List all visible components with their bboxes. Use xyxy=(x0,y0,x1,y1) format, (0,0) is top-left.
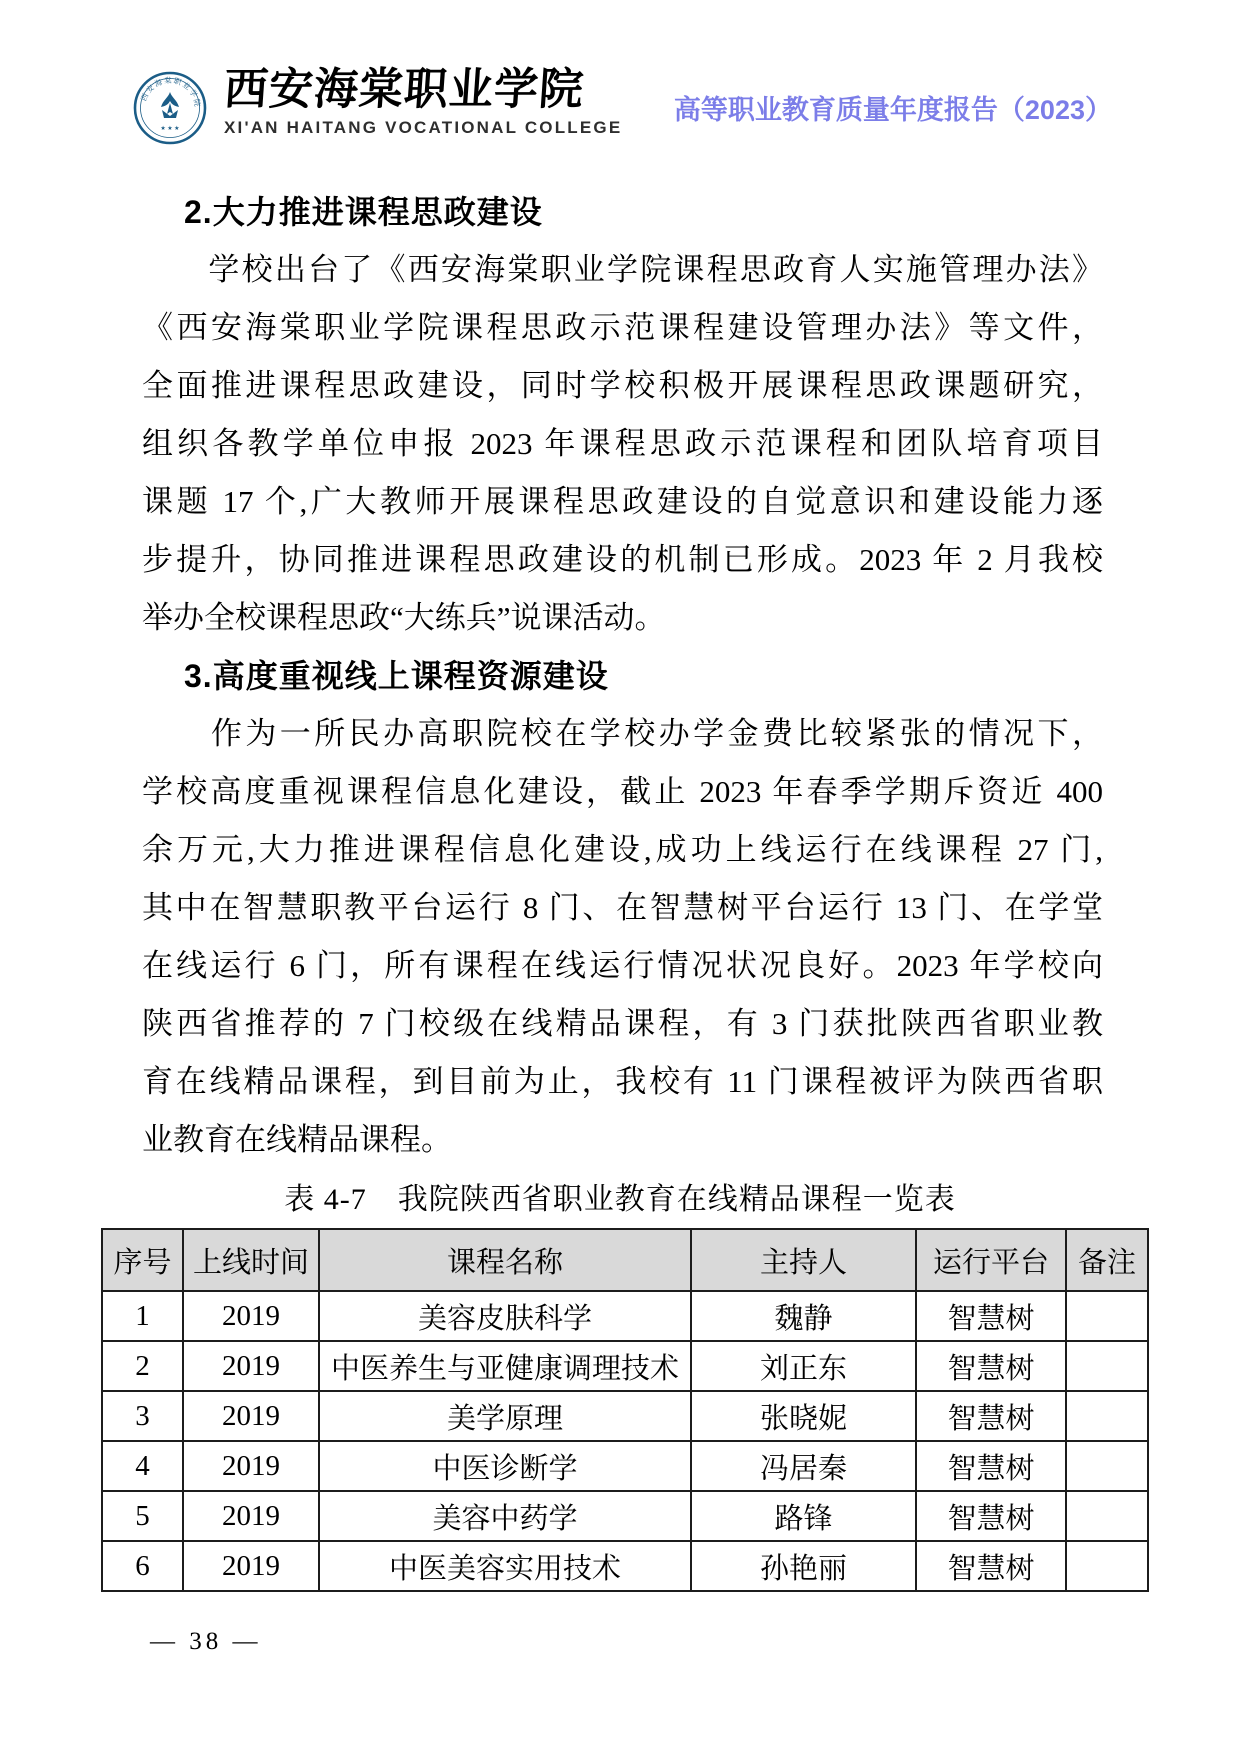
table-cell: 中医诊断学 xyxy=(319,1441,691,1491)
college-name-zh: 西安海棠职业学院 xyxy=(222,64,586,115)
college-name-en: XI'AN HAITANG VOCATIONAL COLLEGE xyxy=(224,118,623,137)
paragraph-line: 业教育在线精品课程。 xyxy=(142,1122,452,1157)
paragraph-line: 步提升，协同推进课程思政建设的机制已形成。2023 年 2 月我校 xyxy=(142,542,1103,577)
body-text xyxy=(142,183,1103,1169)
table-header-cell: 序号 xyxy=(102,1229,183,1291)
college-name-block xyxy=(222,64,623,138)
table-cell: 2019 xyxy=(183,1341,319,1391)
table-cell: 2019 xyxy=(183,1291,319,1341)
paragraph-line: 《西安海棠职业学院课程思政示范课程建设管理办法》等文件， xyxy=(142,310,1103,345)
paragraph-line: 陕西省推荐的 7 门校级在线精品课程，有 3 门获批陕西省职业教 xyxy=(142,1006,1103,1041)
table-header-cell: 备注 xyxy=(1066,1229,1148,1291)
table-cell: 1 xyxy=(102,1291,183,1341)
table-caption: 表 4-7 我院陕西省职业教育在线精品课程一览表 xyxy=(284,1183,956,1216)
report-title: 高等职业教育质量年度报告（2023） xyxy=(673,95,1112,125)
paragraph-line: 育在线精品课程，到目前为止，我校有 11 门课程被评为陕西省职 xyxy=(142,1064,1103,1099)
table-cell: 智慧树 xyxy=(916,1491,1066,1541)
paragraph-line: 全面推进课程思政建设，同时学校积极开展课程思政课题研究， xyxy=(142,368,1103,403)
table-cell: 3 xyxy=(102,1391,183,1441)
seal-arc-text: 西安海棠职业学院 xyxy=(139,75,203,109)
table-row xyxy=(102,1491,1148,1541)
paragraph-line: 在线运行 6 门，所有课程在线运行情况状况良好。2023 年学校向 xyxy=(142,948,1103,983)
paragraph-line: 举办全校课程思政“大练兵”说课活动。 xyxy=(142,600,666,635)
table-cell: 智慧树 xyxy=(916,1441,1066,1491)
table-cell: 路锋 xyxy=(691,1491,916,1541)
seal-bottom-text: ★ ★ ★ xyxy=(160,126,180,132)
table-cell: 美容皮肤科学 xyxy=(319,1291,691,1341)
seal-emblem-icon xyxy=(161,92,179,118)
paragraph-line: 组织各教学单位申报 2023 年课程思政示范课程和团队培育项目 xyxy=(142,426,1103,461)
table-cell xyxy=(1066,1391,1148,1441)
table-row xyxy=(102,1391,1148,1441)
table-header-cell: 课程名称 xyxy=(319,1229,691,1291)
college-seal-icon xyxy=(132,70,208,146)
table-row xyxy=(102,1341,1148,1391)
table-cell: 孙艳丽 xyxy=(691,1541,916,1591)
paragraph-line: 学校高度重视课程信息化建设，截止 2023 年春季学期斥资近 400 xyxy=(142,774,1103,809)
table-header-cell: 运行平台 xyxy=(916,1229,1066,1291)
table-row xyxy=(102,1291,1148,1341)
table-header-row xyxy=(102,1229,1148,1291)
paragraph-line: 其中在智慧职教平台运行 8 门、在智慧树平台运行 13 门、在学堂 xyxy=(142,890,1103,925)
table-cell xyxy=(1066,1541,1148,1591)
paragraph-line: 余万元,大力推进课程信息化建设,成功上线运行在线课程 27 门, xyxy=(142,832,1103,867)
table-cell: 智慧树 xyxy=(916,1541,1066,1591)
table-cell: 2 xyxy=(102,1341,183,1391)
table-cell xyxy=(1066,1491,1148,1541)
table-cell: 美容中药学 xyxy=(319,1491,691,1541)
table-cell: 2019 xyxy=(183,1541,319,1591)
section-heading-3: 3.高度重视线上课程资源建设 xyxy=(184,658,609,694)
section-heading-2: 2.大力推进课程思政建设 xyxy=(184,194,543,230)
page-number: — 38 — xyxy=(150,1628,262,1655)
table-cell: 魏静 xyxy=(691,1291,916,1341)
table-row xyxy=(102,1441,1148,1491)
table-cell: 6 xyxy=(102,1541,183,1591)
paragraph-line: 作为一所民办高职院校在学校办学金费比较紧张的情况下， xyxy=(142,716,1103,751)
table-cell: 4 xyxy=(102,1441,183,1491)
table-header-cell: 上线时间 xyxy=(183,1229,319,1291)
table-cell: 智慧树 xyxy=(916,1341,1066,1391)
table-cell: 2019 xyxy=(183,1441,319,1491)
table-cell: 张晓妮 xyxy=(691,1391,916,1441)
paragraph-line: 学校出台了《西安海棠职业学院课程思政育人实施管理办法》 xyxy=(142,252,1103,287)
table-cell xyxy=(1066,1441,1148,1491)
table-cell: 智慧树 xyxy=(916,1391,1066,1441)
table-cell: 5 xyxy=(102,1491,183,1541)
table-row xyxy=(102,1541,1148,1591)
table-cell: 美学原理 xyxy=(319,1391,691,1441)
table-cell: 中医养生与亚健康调理技术 xyxy=(319,1341,691,1391)
table-cell: 冯居秦 xyxy=(691,1441,916,1491)
table-cell: 2019 xyxy=(183,1391,319,1441)
table-cell: 中医美容实用技术 xyxy=(319,1541,691,1591)
table-cell xyxy=(1066,1291,1148,1341)
table-cell: 刘正东 xyxy=(691,1341,916,1391)
paragraph-line: 课题 17 个,广大教师开展课程思政建设的自觉意识和建设能力逐 xyxy=(142,484,1103,519)
table-header-cell: 主持人 xyxy=(691,1229,916,1291)
table-cell: 智慧树 xyxy=(916,1291,1066,1341)
table-cell xyxy=(1066,1341,1148,1391)
online-course-table xyxy=(101,1228,1149,1592)
table-cell: 2019 xyxy=(183,1491,319,1541)
